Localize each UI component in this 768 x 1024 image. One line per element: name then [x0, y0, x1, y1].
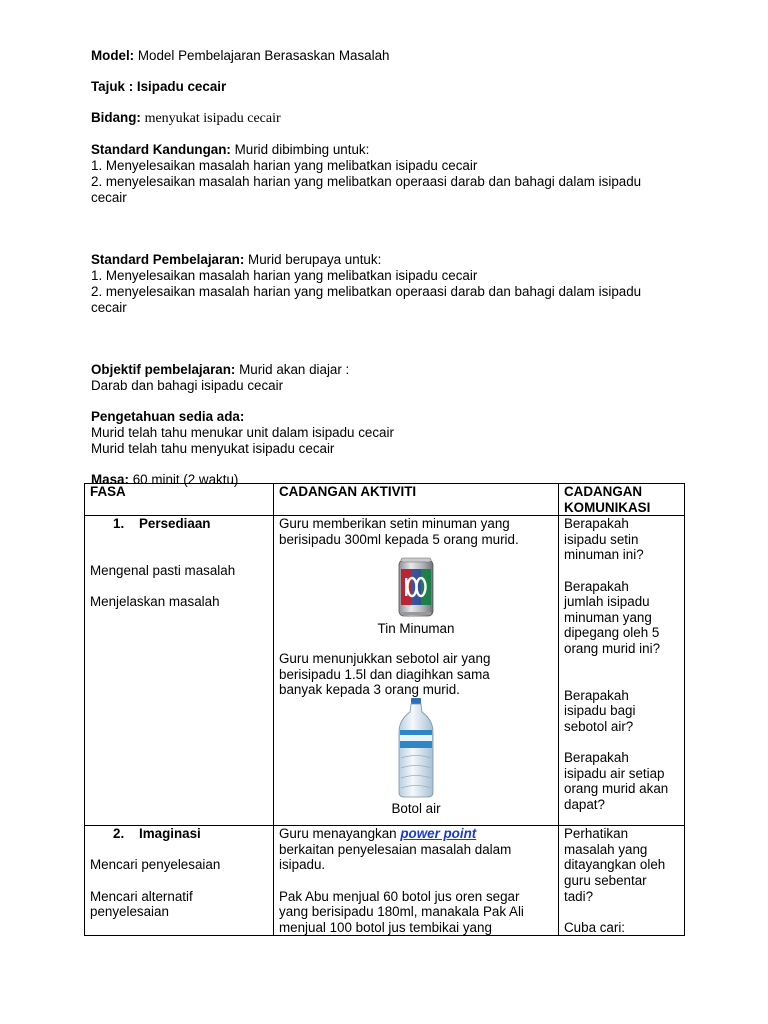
- header-cadangan-aktiviti: CADANGAN AKTIVITI: [274, 484, 559, 516]
- row2-act1c: isipadu.: [279, 857, 326, 873]
- row1-aktiviti: [274, 516, 559, 826]
- row1-komunikasi: [559, 516, 685, 826]
- model-value: Model Pembelajaran Berasaskan Masalah: [137, 48, 390, 63]
- masa-value: 60 minit (2 waktu): [132, 472, 239, 487]
- row1-sub1: Mengenal pasti masalah: [90, 562, 236, 578]
- row1-q3: [564, 688, 679, 735]
- row2-fasa: [85, 826, 274, 936]
- row1-q2: [564, 579, 679, 657]
- objektif-label: Objektif pembelajaran:: [91, 362, 236, 377]
- drink-can-icon: [397, 557, 435, 619]
- drink-can-image: [279, 557, 553, 619]
- standard-kandungan-label: Standard Kandungan:: [91, 142, 231, 157]
- row2-number: 2.: [113, 826, 125, 842]
- row1-q1: [564, 516, 679, 563]
- row1-q1-line: isipadu setin: [564, 531, 639, 547]
- pengetahuan-label: Pengetahuan sedia ada:: [91, 409, 245, 424]
- objektif-line: [91, 362, 691, 378]
- row1-img2-caption: Botol air: [391, 800, 441, 816]
- row2-act2b: yang berisipadu 180ml, manakala Pak Ali: [279, 904, 524, 920]
- bidang-line: [91, 110, 691, 127]
- model-label: Model:: [91, 48, 135, 63]
- standard-kandungan-line: [91, 142, 691, 158]
- row2-q1: [564, 826, 679, 904]
- row2-act1b: berkaitan penyelesaian masalah dalam: [279, 841, 512, 857]
- row1-act1b: berisipadu 300ml kepada 5 orang murid.: [279, 531, 519, 547]
- row2-sub2b: penyelesaian: [90, 904, 169, 920]
- row1-q2-line: Berapakah: [564, 578, 629, 594]
- row2-q1-line: ditayangkan oleh: [564, 857, 666, 873]
- standard-kandungan-item2b: cecair: [91, 190, 127, 205]
- activity-table: [84, 483, 685, 936]
- row2-sub1: Mencari penyelesaian: [90, 857, 221, 873]
- standard-pembelajaran-item1: 1. Menyelesaikan masalah harian yang melibatkan isipadu cecair: [91, 268, 478, 283]
- lesson-plan-header: [91, 48, 691, 488]
- water-bottle-image: [279, 698, 553, 798]
- row2-title: [90, 826, 268, 842]
- row1-act2b: berisipadu 1.5l dan diagihkan sama: [279, 666, 490, 682]
- row1-title-text: Persediaan: [139, 516, 211, 532]
- row2-aktiviti: [274, 826, 559, 936]
- row2-act1-pre: Guru menayangkan: [279, 826, 401, 842]
- row1-q4: [564, 750, 679, 812]
- header-col3-line2: KOMUNIKASI: [564, 499, 651, 515]
- row2-title-text: Imaginasi: [139, 826, 201, 842]
- bidang-value: menyukat isipadu cecair: [144, 111, 281, 126]
- row1-q2-line: orang murid ini?: [564, 640, 661, 656]
- pengetahuan-item1: Murid telah tahu menukar unit dalam isipadu cecair: [91, 425, 394, 440]
- row1-number: 1.: [113, 516, 125, 532]
- standard-kandungan-item2a: 2. menyelesaikan masalah harian yang melibatkan operaasi darab dan bahagi dalam isipadu: [91, 174, 642, 189]
- header-fasa: FASA: [85, 484, 274, 516]
- table-header-row: [85, 484, 685, 516]
- row1-sub2: Menjelaskan masalah: [90, 593, 220, 609]
- row1-q4-line: Berapakah: [564, 749, 629, 765]
- row1-act1a: Guru memberikan setin minuman yang: [279, 516, 510, 532]
- row1-title: [90, 516, 268, 532]
- row1-q4-line: isipadu air setiap: [564, 765, 665, 781]
- row1-q4-line: orang murid akan: [564, 781, 669, 797]
- standard-pembelajaran-item2b: cecair: [91, 300, 127, 315]
- objektif-intro: Murid akan diajar :: [239, 362, 350, 377]
- row1-img1-caption: Tin Minuman: [377, 621, 455, 637]
- row1-q3-line: Berapakah: [564, 687, 629, 703]
- row2-q1-line: tadi?: [564, 888, 594, 904]
- row1-q2-line: minuman yang: [564, 609, 652, 625]
- table-row: [85, 516, 685, 826]
- row2-act2c: menjual 100 botol jus tembikai yang: [279, 919, 492, 935]
- power-point-link[interactable]: power point: [400, 826, 477, 842]
- bidang-label: Bidang:: [91, 110, 141, 125]
- header-col3-line1: CADANGAN: [564, 484, 643, 499]
- standard-pembelajaran-line: [91, 252, 691, 268]
- row2-q1-line: masalah yang: [564, 841, 648, 857]
- row2-q2: Cuba cari:: [564, 919, 626, 935]
- standard-kandungan-intro: Murid dibimbing untuk:: [234, 142, 370, 157]
- row1-q3-line: isipadu bagi: [564, 703, 636, 719]
- row1-q1-line: minuman ini?: [564, 547, 644, 563]
- water-bottle-icon: [395, 698, 437, 798]
- row1-q2-line: dipegang oleh 5: [564, 625, 660, 641]
- row2-act1a: [279, 826, 553, 842]
- row1-q1-line: Berapakah: [564, 516, 629, 532]
- objektif-value: Darab dan bahagi isipadu cecair: [91, 378, 284, 393]
- row2-q1-line: Perhatikan: [564, 826, 629, 842]
- row1-q4-line: dapat?: [564, 796, 605, 812]
- row1-q3-line: sebotol air?: [564, 718, 634, 734]
- header-cadangan-komunikasi: [559, 484, 685, 516]
- row2-komunikasi: [559, 826, 685, 936]
- model-line: [91, 48, 691, 64]
- standard-kandungan-item1: 1. Menyelesaikan masalah harian yang melibatkan isipadu cecair: [91, 158, 478, 173]
- standard-pembelajaran-item2a: 2. menyelesaikan masalah harian yang melibatkan operaasi darab dan bahagi dalam isipadu: [91, 284, 642, 299]
- table-row: [85, 826, 685, 936]
- pengetahuan-item2: Murid telah tahu menyukat isipadu cecair: [91, 441, 335, 456]
- standard-pembelajaran-label: Standard Pembelajaran:: [91, 252, 245, 267]
- row1-act2c: banyak kepada 3 orang murid.: [279, 682, 460, 698]
- row1-q2-line: jumlah isipadu: [564, 594, 650, 610]
- row2-act2a: Pak Abu menjual 60 botol jus oren segar: [279, 888, 520, 904]
- row1-act2a: Guru menunjukkan sebotol air yang: [279, 650, 491, 666]
- standard-pembelajaran-intro: Murid berupaya untuk:: [248, 252, 382, 267]
- masa-label: Masa:: [91, 472, 129, 487]
- tajuk-line: Tajuk : Isipadu cecair: [91, 79, 227, 94]
- row2-sub2a: Mencari alternatif: [90, 888, 193, 904]
- row1-fasa: [85, 516, 274, 826]
- row2-q1-line: guru sebentar: [564, 872, 647, 888]
